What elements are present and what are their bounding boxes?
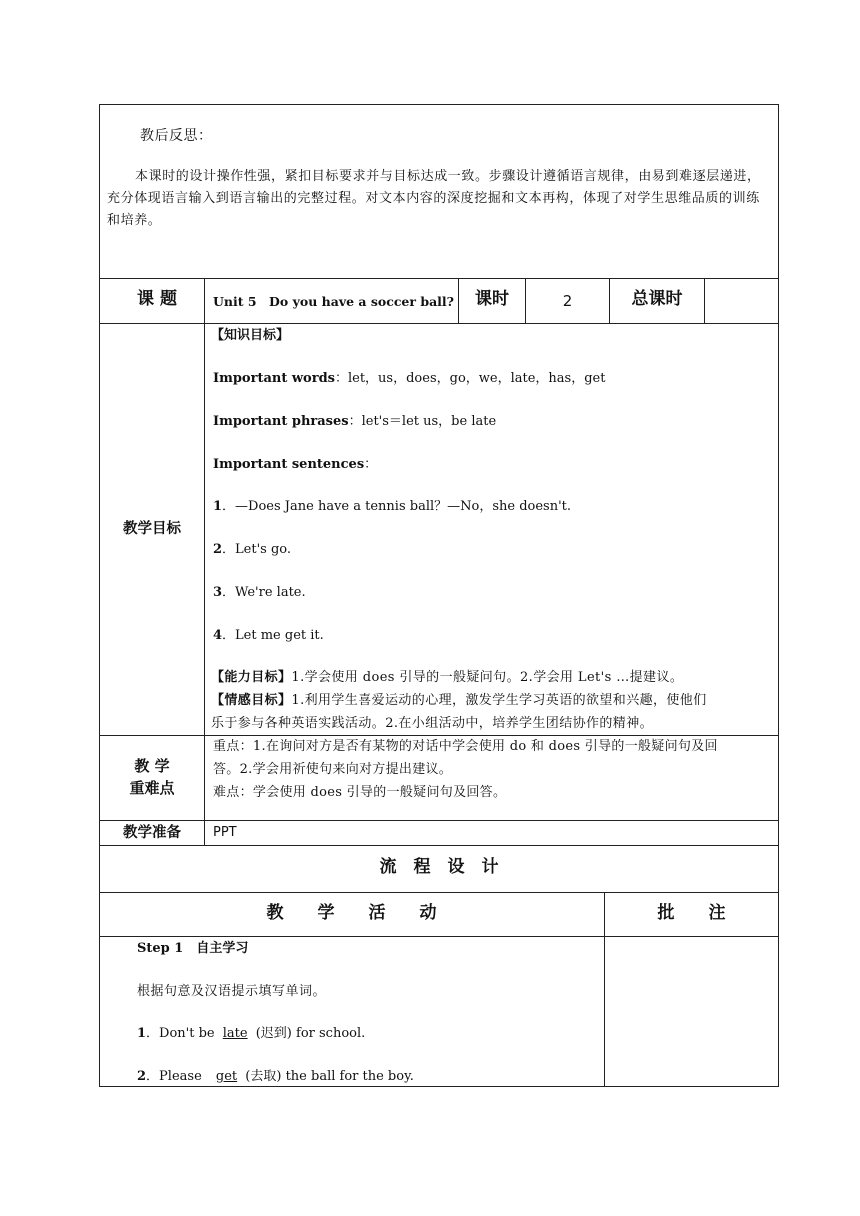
key-point-line: 重点：1.在询问对方是否有某物的对话中学会使用 do 和 does 引导的一般疑问句及回 <box>213 739 718 754</box>
preparation-label: 教学准备 <box>123 825 181 841</box>
step1-instruction: 根据句意及汉语提示填写单词。 <box>137 984 327 999</box>
emotion-objective-cont: 乐于参与各种英语实践活动。2.在小组活动中，培养学生团结协作的精神。 <box>211 716 654 731</box>
notes-header: 批 注 <box>657 903 726 923</box>
topic-value: Unit 5 Do you have a soccer ball? <box>213 294 454 309</box>
total-period-label: 总课时 <box>631 289 683 309</box>
col-divider <box>458 278 459 323</box>
phrases-value: ：let's＝let us，be late <box>348 414 497 429</box>
knowledge-heading: 【知识目标】 <box>211 328 290 343</box>
period-value: 2 <box>562 292 573 310</box>
col-divider <box>704 278 705 323</box>
words-label: Important words <box>213 371 335 386</box>
col-divider <box>204 278 205 845</box>
row-divider <box>99 735 779 736</box>
emotion-text-1: 1.利用学生喜爱运动的心理，激发学生学习英语的欲望和兴趣，使他们 <box>291 693 707 708</box>
ability-objective <box>211 669 683 687</box>
sentence-item: 1．—Does Jane have a tennis ball？—No，she doesn't. <box>213 499 572 514</box>
emotion-heading: 【情感目标】 <box>211 693 292 708</box>
important-sentences <box>213 456 377 474</box>
table-border-bottom <box>99 1086 779 1087</box>
row-divider <box>99 278 779 279</box>
reflection-text: 本课时的设计操作性强，紧扣目标要求并与目标达成一致。步骤设计遵循语言规律，由易到难逐层递进，充分体现语言输入到语言输出的完整过程。对文本内容的深度挖掘和文本再构，体现了对学生思维品质的训练和培养。 <box>107 169 761 228</box>
emotion-objective <box>211 692 707 710</box>
difficult-point-line: 难点：学会使用 does 引导的一般疑问句及回答。 <box>213 785 507 800</box>
table-border-right <box>778 104 779 1086</box>
preparation-value: PPT <box>213 825 237 840</box>
fill-blank-item: 1．Don't be late (迟到) for school. <box>137 1026 366 1041</box>
key-points-label-1: 教 学 <box>134 757 170 775</box>
key-point-line: 答。2.学会用祈使句来向对方提出建议。 <box>213 762 453 777</box>
ability-text: 1.学会使用 does 引导的一般疑问句。2.学会用 Let's …提建议。 <box>291 670 684 685</box>
reflection-title: 教后反思： <box>140 128 213 144</box>
row-divider <box>99 323 779 324</box>
fill-blank-item: 2．Please get (去取) the ball for the boy. <box>137 1069 414 1084</box>
activity-header: 教 学 活 动 <box>266 903 437 923</box>
sentence-item: 4．Let me get it. <box>213 628 324 643</box>
key-points-label-2: 重难点 <box>129 779 175 797</box>
col-divider <box>609 278 610 323</box>
row-divider <box>99 892 779 893</box>
table-border-top <box>99 104 779 105</box>
sentence-item: 3．We're late. <box>213 585 306 600</box>
sentences-label: Important sentences <box>213 457 365 472</box>
important-words <box>213 370 605 388</box>
flow-title: 流 程 设 计 <box>379 857 499 877</box>
table-border-left <box>99 104 100 1086</box>
blank-answer: get <box>215 1069 238 1084</box>
period-label: 课时 <box>475 289 509 309</box>
row-divider <box>99 845 779 846</box>
sentence-item: 2．Let's go. <box>213 542 292 557</box>
blank-answer: late <box>222 1026 248 1041</box>
phrases-label: Important phrases <box>213 414 349 429</box>
step1-heading: Step 1 自主学习 <box>137 941 249 956</box>
row-divider <box>99 820 779 821</box>
important-phrases <box>213 413 496 431</box>
sentences-colon: ： <box>364 457 378 472</box>
ability-heading: 【能力目标】 <box>211 670 292 685</box>
objectives-label: 教学目标 <box>123 521 181 537</box>
words-value: ：let，us，does，go，we，late，has，get <box>334 371 606 386</box>
row-divider <box>99 936 779 937</box>
topic-label: 课 题 <box>137 289 177 309</box>
